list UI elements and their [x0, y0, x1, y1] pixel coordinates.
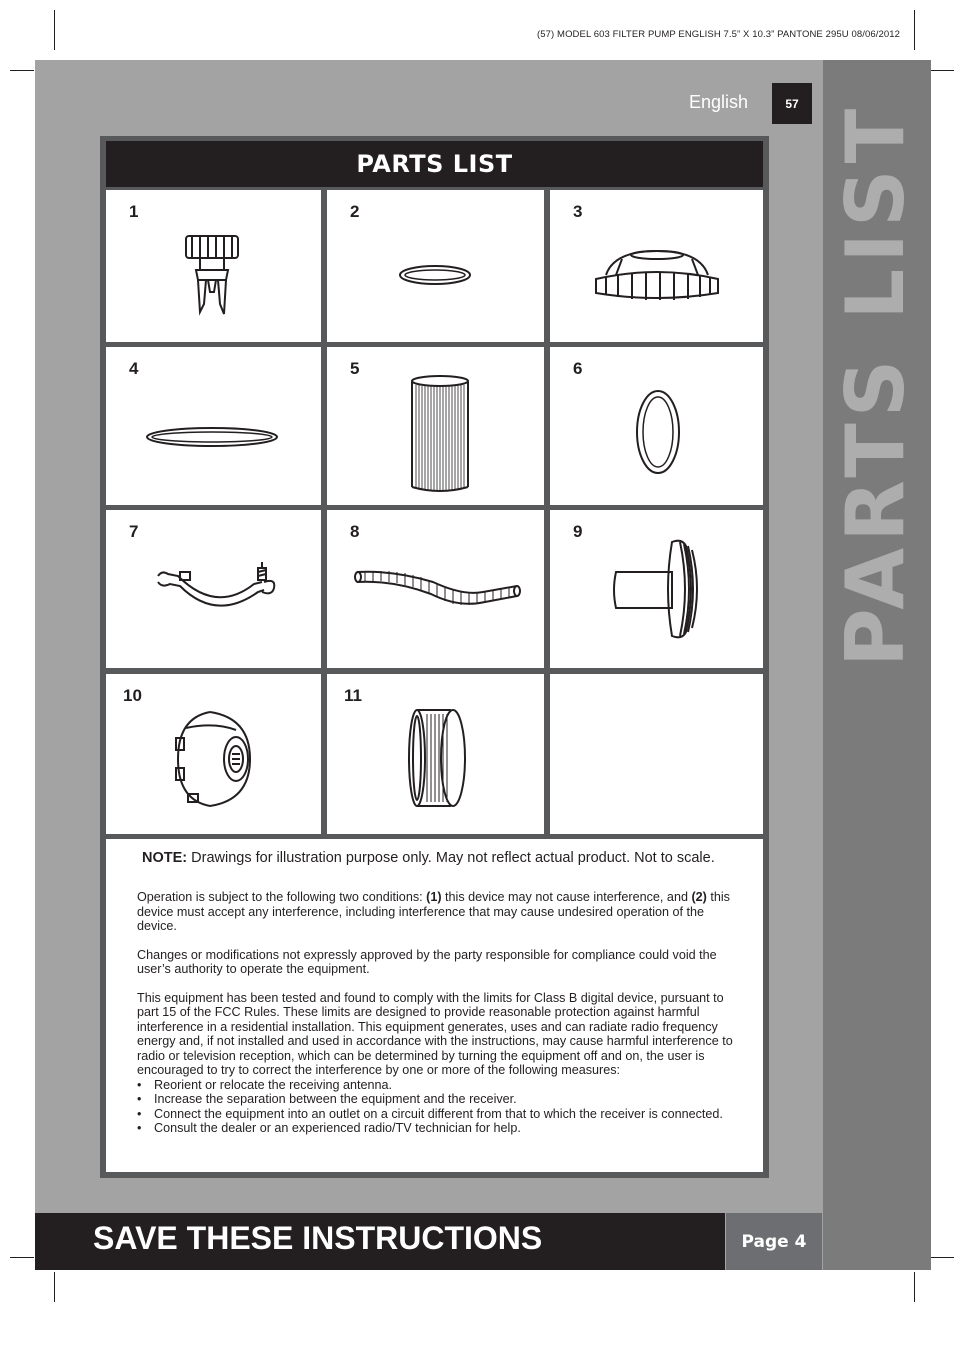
- plunger-valve-icon: [610, 536, 706, 642]
- crop-mark: [54, 10, 55, 50]
- list-item: • Consult the dealer or an experienced radio/TV technician for help.: [137, 1121, 747, 1136]
- fcc-text: Operation is subject to the following two conditions:: [137, 890, 427, 904]
- part-number: 1: [129, 202, 139, 221]
- fcc-measures-list: [137, 1078, 747, 1136]
- part-number: 2: [350, 202, 360, 221]
- part-cell: [106, 190, 321, 342]
- crop-mark: [930, 70, 954, 71]
- strainer-connector-icon: [405, 704, 469, 812]
- fcc-condition-2: (2): [691, 890, 707, 904]
- part-cell: [550, 190, 763, 342]
- part-cell: [327, 190, 544, 342]
- crop-mark: [10, 70, 34, 71]
- fcc-paragraph: Changes or modifications not expressly approved by the party responsible for compliance could void the user’s authority to operate the equipment.: [137, 947, 717, 976]
- note-text: [142, 849, 752, 868]
- gasket-ring-icon: [634, 387, 682, 477]
- part-number: 9: [573, 522, 583, 541]
- part-cell: [106, 674, 321, 834]
- part-number: 7: [129, 522, 139, 541]
- part-cell: [327, 347, 544, 505]
- list-item: • Increase the separation between the equipment and the receiver.: [137, 1092, 747, 1107]
- footer-page-number: Page 4: [726, 1213, 822, 1270]
- crop-mark: [10, 1257, 34, 1258]
- filter-cartridge-icon: [407, 373, 473, 495]
- part-cell: [550, 510, 763, 668]
- part-number: 8: [350, 522, 360, 541]
- crop-mark: [914, 1272, 915, 1302]
- part-cell: [106, 347, 321, 505]
- side-title: PARTS LIST: [829, 102, 922, 667]
- part-cell: [327, 674, 544, 834]
- part-number: 6: [573, 359, 583, 378]
- o-ring-small-icon: [397, 262, 473, 288]
- crop-mark: [930, 1257, 954, 1258]
- fcc-text: this device must accept any interference, including interference that may cause undesired operation of the device.: [137, 890, 730, 933]
- note-label: NOTE:: [142, 850, 188, 866]
- part-number: 10: [123, 686, 142, 705]
- list-item: • Connect the equipment into an outlet on a circuit different from that to which the receiver is connected.: [137, 1107, 747, 1122]
- part-cell: [550, 347, 763, 505]
- fcc-statement: [137, 890, 747, 1136]
- footer-bar: [35, 1213, 725, 1270]
- fcc-paragraph: This equipment has been tested and found to comply with the limits for Class B digital device, pursuant to part 15 of the FCC Rules. These limits are designed to provide reasonable protection against harmful interference in a residential installation. This equipment generates, uses and can radiate radio frequency energy and, if not installed and used in accordance with the instructions, may cause harmful interference to radio or television reception, which can be determined by turning the equipment off and on, the user is encouraged to try to correct the interference by one or more of the following measures:: [137, 990, 733, 1077]
- part-cell: [327, 510, 544, 668]
- part-cell: [106, 510, 321, 668]
- fcc-text: this device may not cause interference, and: [441, 890, 692, 904]
- fcc-paragraph: [137, 890, 747, 934]
- crop-mark: [914, 10, 915, 50]
- hose-clamp-icon: [154, 562, 280, 616]
- part-number: 5: [350, 359, 360, 378]
- footer-title: SAVE THESE INSTRUCTIONS: [93, 1220, 543, 1256]
- page-number-badge: 57: [772, 83, 812, 124]
- o-ring-large-icon: [144, 424, 280, 450]
- hose-icon: [353, 566, 521, 618]
- note-body: Drawings for illustration purpose only. May not reflect actual product. Not to scale.: [187, 850, 715, 866]
- drain-plug-icon: [178, 232, 248, 322]
- empty-part-cell: [550, 674, 763, 834]
- list-item: • Reorient or relocate the receiving antenna.: [137, 1078, 747, 1093]
- language-label: English: [689, 92, 749, 112]
- part-number: 4: [129, 359, 139, 378]
- crop-mark: [54, 1272, 55, 1302]
- part-number: 3: [573, 202, 583, 221]
- part-number: 11: [344, 686, 362, 705]
- fcc-condition-1: (1): [426, 890, 442, 904]
- strainer-grid-icon: [174, 708, 254, 810]
- print-info: (57) MODEL 603 FILTER PUMP ENGLISH 7.5” X 10.3” PANTONE 295U 08/06/2012: [537, 29, 900, 40]
- notes-section: [106, 839, 763, 1172]
- parts-list-title: PARTS LIST: [106, 141, 763, 187]
- filter-cover-icon: [592, 245, 722, 307]
